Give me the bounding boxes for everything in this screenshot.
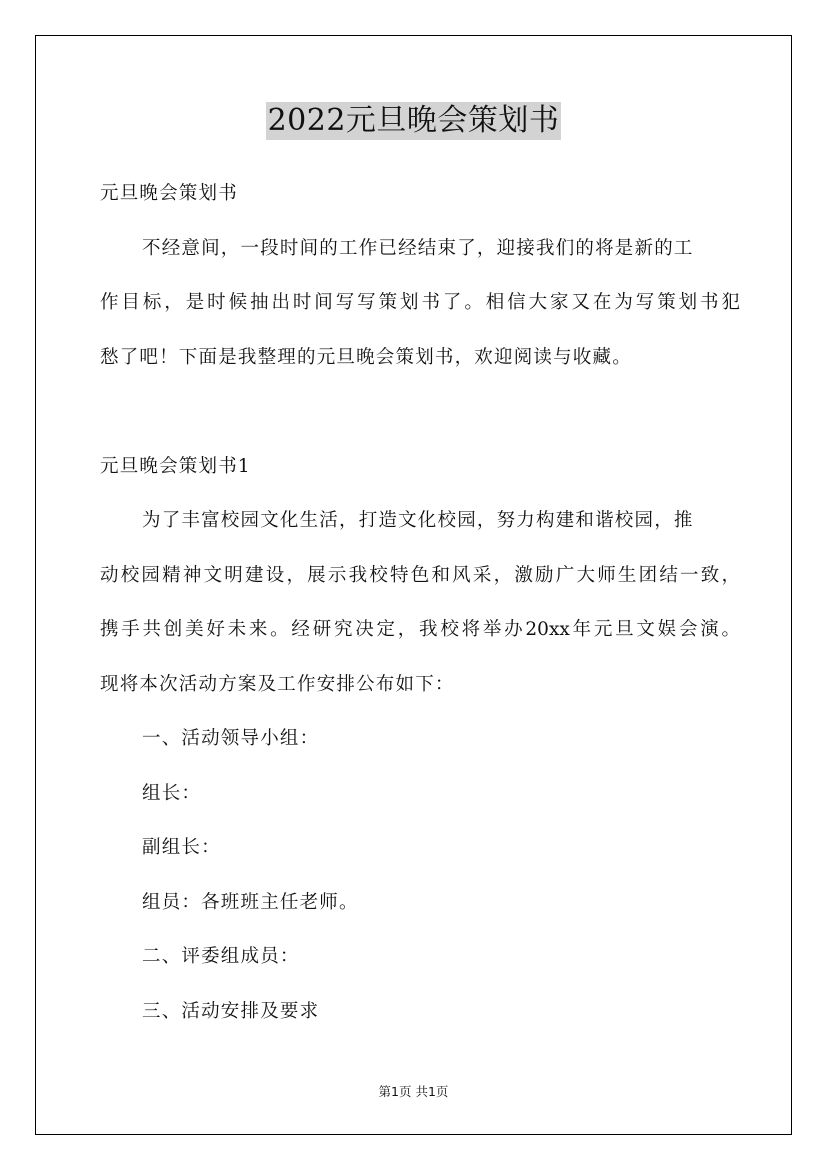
paragraph-line: 动校园精神文明建设，展示我校特色和风采，激励广大师生团结一致， (100, 564, 740, 586)
document-title: 2022元旦晚会策划书 (267, 103, 560, 138)
section-heading: 元旦晚会策划书 (100, 183, 238, 204)
paragraph-line: 作目标，是时候抽出时间写写策划书了。相信大家又在为写策划书犯 (100, 292, 740, 313)
paragraph-line: 为了丰富校园文化生活，打造文化校园，努力构建和谐校园，推 (142, 510, 694, 531)
list-item: 二、评委组成员： (142, 946, 300, 967)
list-item: 组长： (142, 782, 202, 804)
paragraph-line: 现将本次活动方案及工作安排公布如下： (100, 673, 455, 695)
paragraph-line: 愁了吧！下面是我整理的元旦晚会策划书，欢迎阅读与收藏。 (100, 346, 632, 368)
paragraph-line: 不经意间，一段时间的工作已经结束了，迎接我们的将是新的工 (142, 237, 694, 259)
blank-line (100, 390, 740, 445)
list-item: 组员：各班班主任老师。 (142, 891, 359, 913)
list-item: 一、活动领导小组： (142, 728, 320, 749)
list-item: 副组长： (142, 837, 221, 858)
title-container (0, 102, 827, 140)
list-item: 三、活动安排及要求 (142, 1000, 320, 1022)
page-footer: 第1页 共1页 (378, 1084, 449, 1099)
paragraph-line: 携手共创美好未来。经研究决定，我校将举办20xx年元旦文娱会演。 (100, 619, 740, 640)
document-body (100, 172, 740, 1044)
section-heading: 元旦晚会策划书1 (100, 455, 251, 477)
